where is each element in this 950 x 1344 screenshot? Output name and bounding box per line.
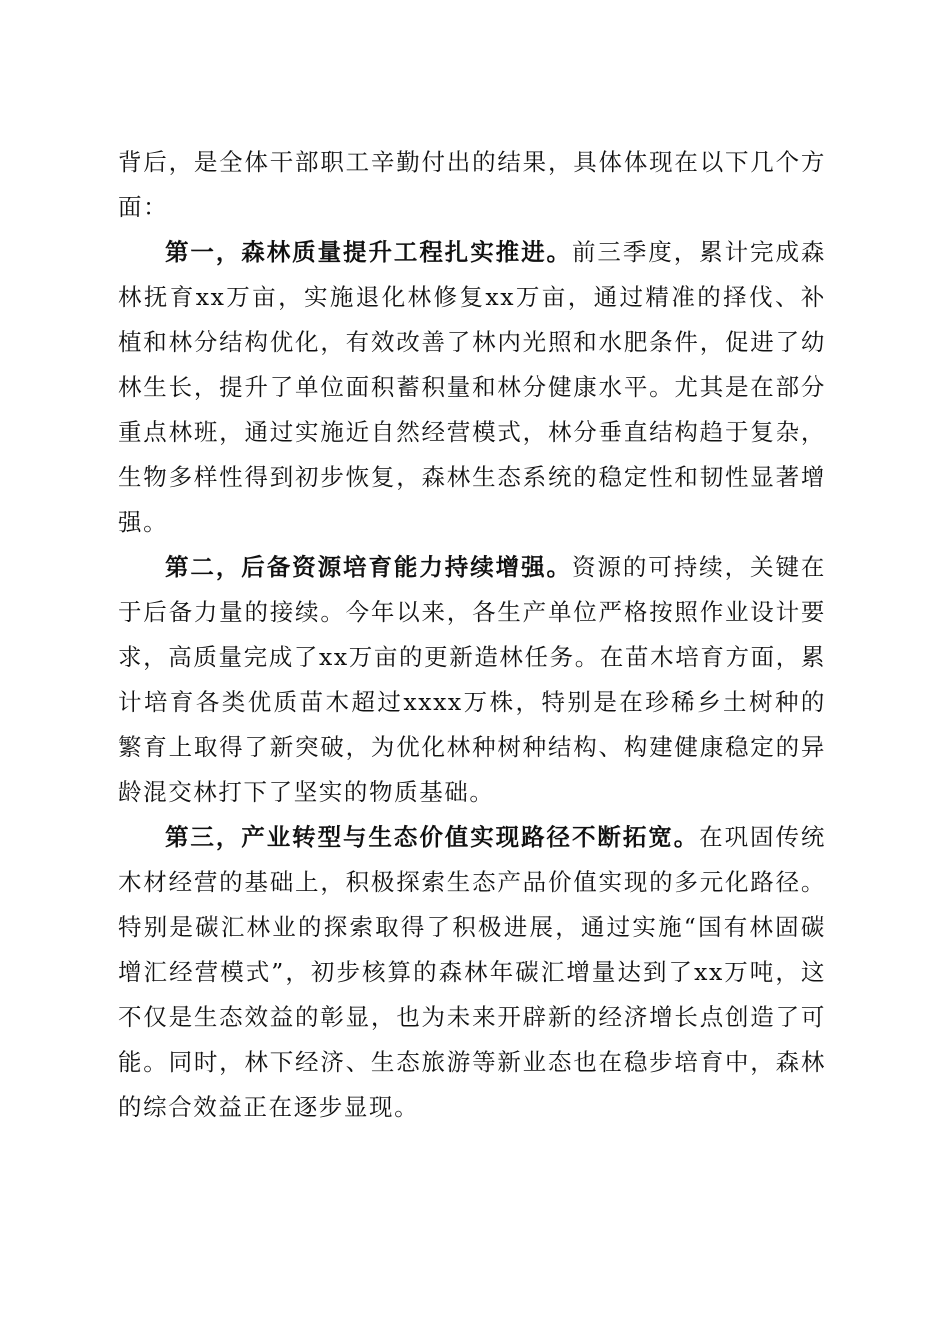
document-body xyxy=(118,140,826,1130)
paragraph-text: 资源的可持续，关键在于后备力量的接续。今年以来，各生产单位严格按照作业设计要求，高质量完成了xx万亩的更新造林任务。在苗木培育方面，累计培育各类优质苗木超过xxxx万株，特别是在珍稀乡土树种的繁育上取得了新突破，为优化林种树种结构、构建健康稳定的异龄混交林打下了坚实的物质基础。 xyxy=(118,553,827,806)
paragraph-text: 在巩固传统木材经营的基础上，积极探索生态产品价值实现的多元化路径。特别是碳汇林业的探索取得了积极进展，通过实施“国有林固碳增汇经营模式”，初步核算的森林年碳汇增量达到了xx万吨，这不仅是生态效益的彰显，也为未来开辟新的经济增长点创造了可能。同时，林下经济、生态旅游等新业态也在稳步培育中，森林的综合效益正在逐步显现。 xyxy=(118,823,826,1121)
paragraph-heading: 第二，后备资源培育能力持续增强。 xyxy=(165,553,572,581)
paragraph-text: 前三季度，累计完成森林抚育xx万亩，实施退化林修复xx万亩，通过精准的择伐、补植和林分结构优化，有效改善了林内光照和水肥条件，促进了幼林生长，提升了单位面积蓄积量和林分健康水平。尤其是在部分重点林班，通过实施近自然经营模式，林分垂直结构趋于复杂，生物多样性得到初步恢复，森林生态系统的稳定性和韧性显著增强。 xyxy=(118,238,827,536)
paragraph-text: 背后，是全体干部职工辛勤付出的结果，具体体现在以下几个方面： xyxy=(118,148,826,221)
paragraph-heading: 第一，森林质量提升工程扎实推进。 xyxy=(165,238,572,266)
paragraph-second-point xyxy=(118,545,826,815)
paragraph-third-point xyxy=(118,815,826,1130)
paragraph-heading: 第三，产业转型与生态价值实现路径不断拓宽。 xyxy=(165,823,700,851)
paragraph-intro-continuation xyxy=(118,140,826,230)
paragraph-first-point xyxy=(118,230,826,545)
